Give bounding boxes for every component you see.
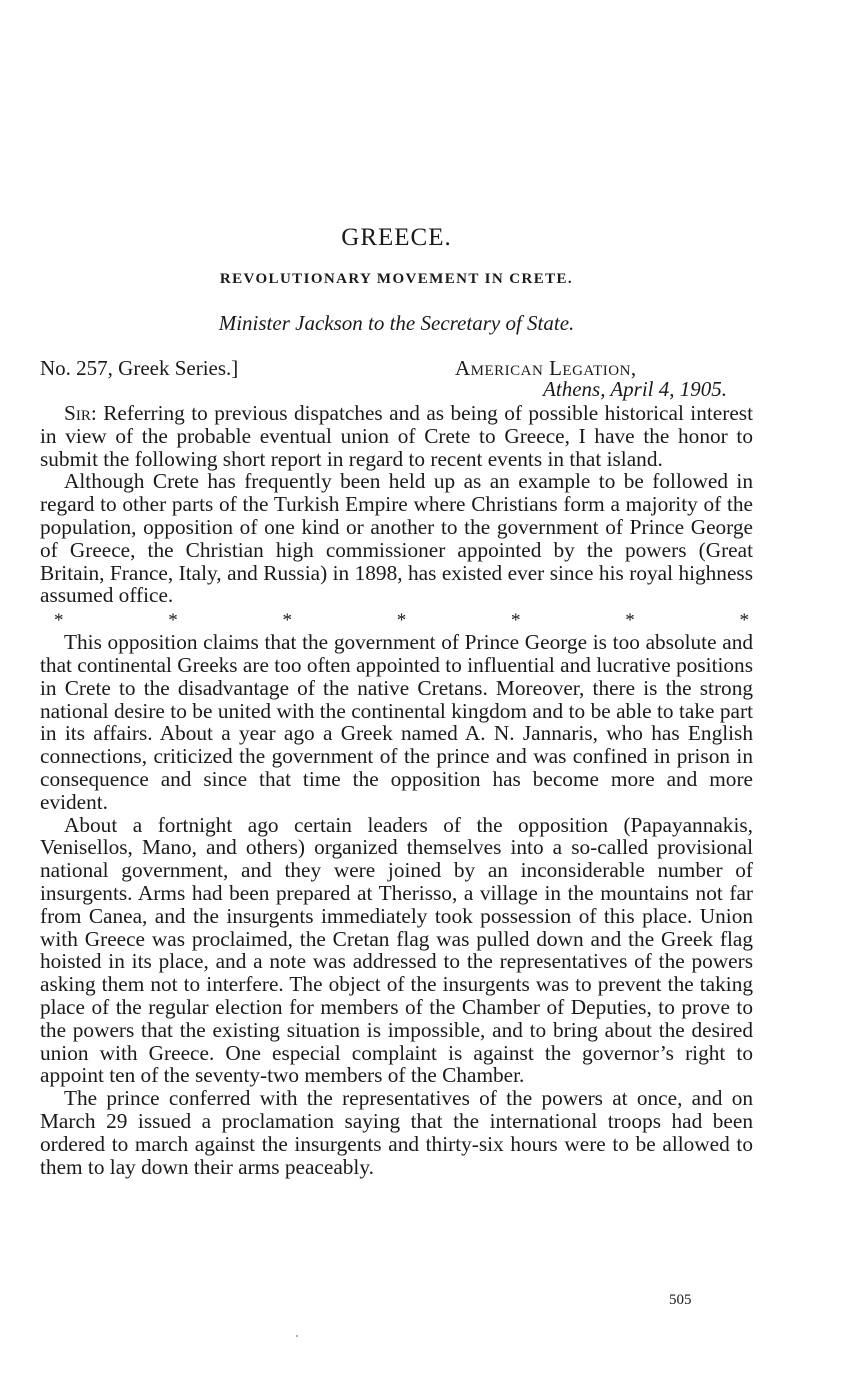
paragraph-1 xyxy=(40,402,753,470)
star-divider: * xyxy=(282,610,292,632)
star-divider: * xyxy=(54,610,64,632)
star-divider: * xyxy=(739,610,749,632)
dispatch-number: No. 257, Greek Series.] xyxy=(40,356,239,380)
paragraph-1-text: : Referring to previous dispatches and as being of possible historical interest in view of the probable eventual union of Crete to Greece, I have the honor to submit the following short report in regard to recent events in that island. xyxy=(40,401,753,471)
dispatch-body xyxy=(40,402,753,1178)
page-number: 505 xyxy=(669,1292,692,1308)
paper-speck xyxy=(296,1335,298,1337)
dispatch-dateline: Athens, April 4, 1905. xyxy=(543,377,727,401)
legation-name: American Legation, xyxy=(455,356,637,380)
paragraph-5: The prince conferred with the representatives of the powers at once, and on March 29 issued a proclamation saying that the international troops had been ordered to march against the insurgents and thirty-six hours were to be allowed to them to lay down their arms peaceably. xyxy=(40,1086,753,1179)
star-divider: * xyxy=(511,610,521,632)
paragraph-2: Although Crete has frequently been held up as an example to be followed in regard to other parts of the Turkish Empire where Christians form a majority of the population, opposition of one kind or another to the government of Prince George of Greece, the Christian high commissioner appointed by the powers (Great Britain, France, Italy, and Russia) in 1898, has existed ever since his royal highness assumed office. xyxy=(40,469,753,608)
star-divider: * xyxy=(625,610,635,632)
section-subtitle: REVOLUTIONARY MOVEMENT IN CRETE. xyxy=(219,271,574,287)
ellipsis-stars xyxy=(40,607,753,631)
dispatch-subject: Minister Jackson to the Secretary of State. xyxy=(218,311,575,335)
star-divider: * xyxy=(168,610,178,632)
star-divider: * xyxy=(396,610,407,632)
paragraph-4: About a fortnight ago certain leaders of the opposition (Papayannakis, Venisellos, Mano, and others) organized themselves into a so-called provisional national government, and they were joined by an inconsiderable number of insurgents. Arms had been prepared at Therisso, a village in the mountains not far from Canea, and the insurgents immediately took possession of this place. Union with Greece was proclaimed, the Cretan flag was pulled down and the Greek flag hoisted in its place, and a note was addressed to the representatives of the powers asking them not to interfere. The object of the insurgents was to prevent the taking place of the regular election for members of the Chamber of Deputies, to prove to the powers that the existing situation is impossible, and to bring about the desired union with Greece. One especial complaint is against the governor’s right to appoint ten of the seventy-two members of the Chamber. xyxy=(40,812,753,1088)
paragraph-3: This opposition claims that the government of Prince George is too absolute and that continental Greeks are too often appointed to influential and lucrative positions in Crete to the disadvantage of the native Cretans. Moreover, there is the strong national desire to be united with the continental kingdom and to be able to take part in its affairs. About a year ago a Greek named A. N. Jannaris, who has English connections, criticized the government of the prince and was confined in prison in consequence and since that time the opposition has become more and more evident. xyxy=(40,630,753,814)
salutation: Sir xyxy=(64,401,91,425)
page-title: GREECE. xyxy=(341,224,452,251)
